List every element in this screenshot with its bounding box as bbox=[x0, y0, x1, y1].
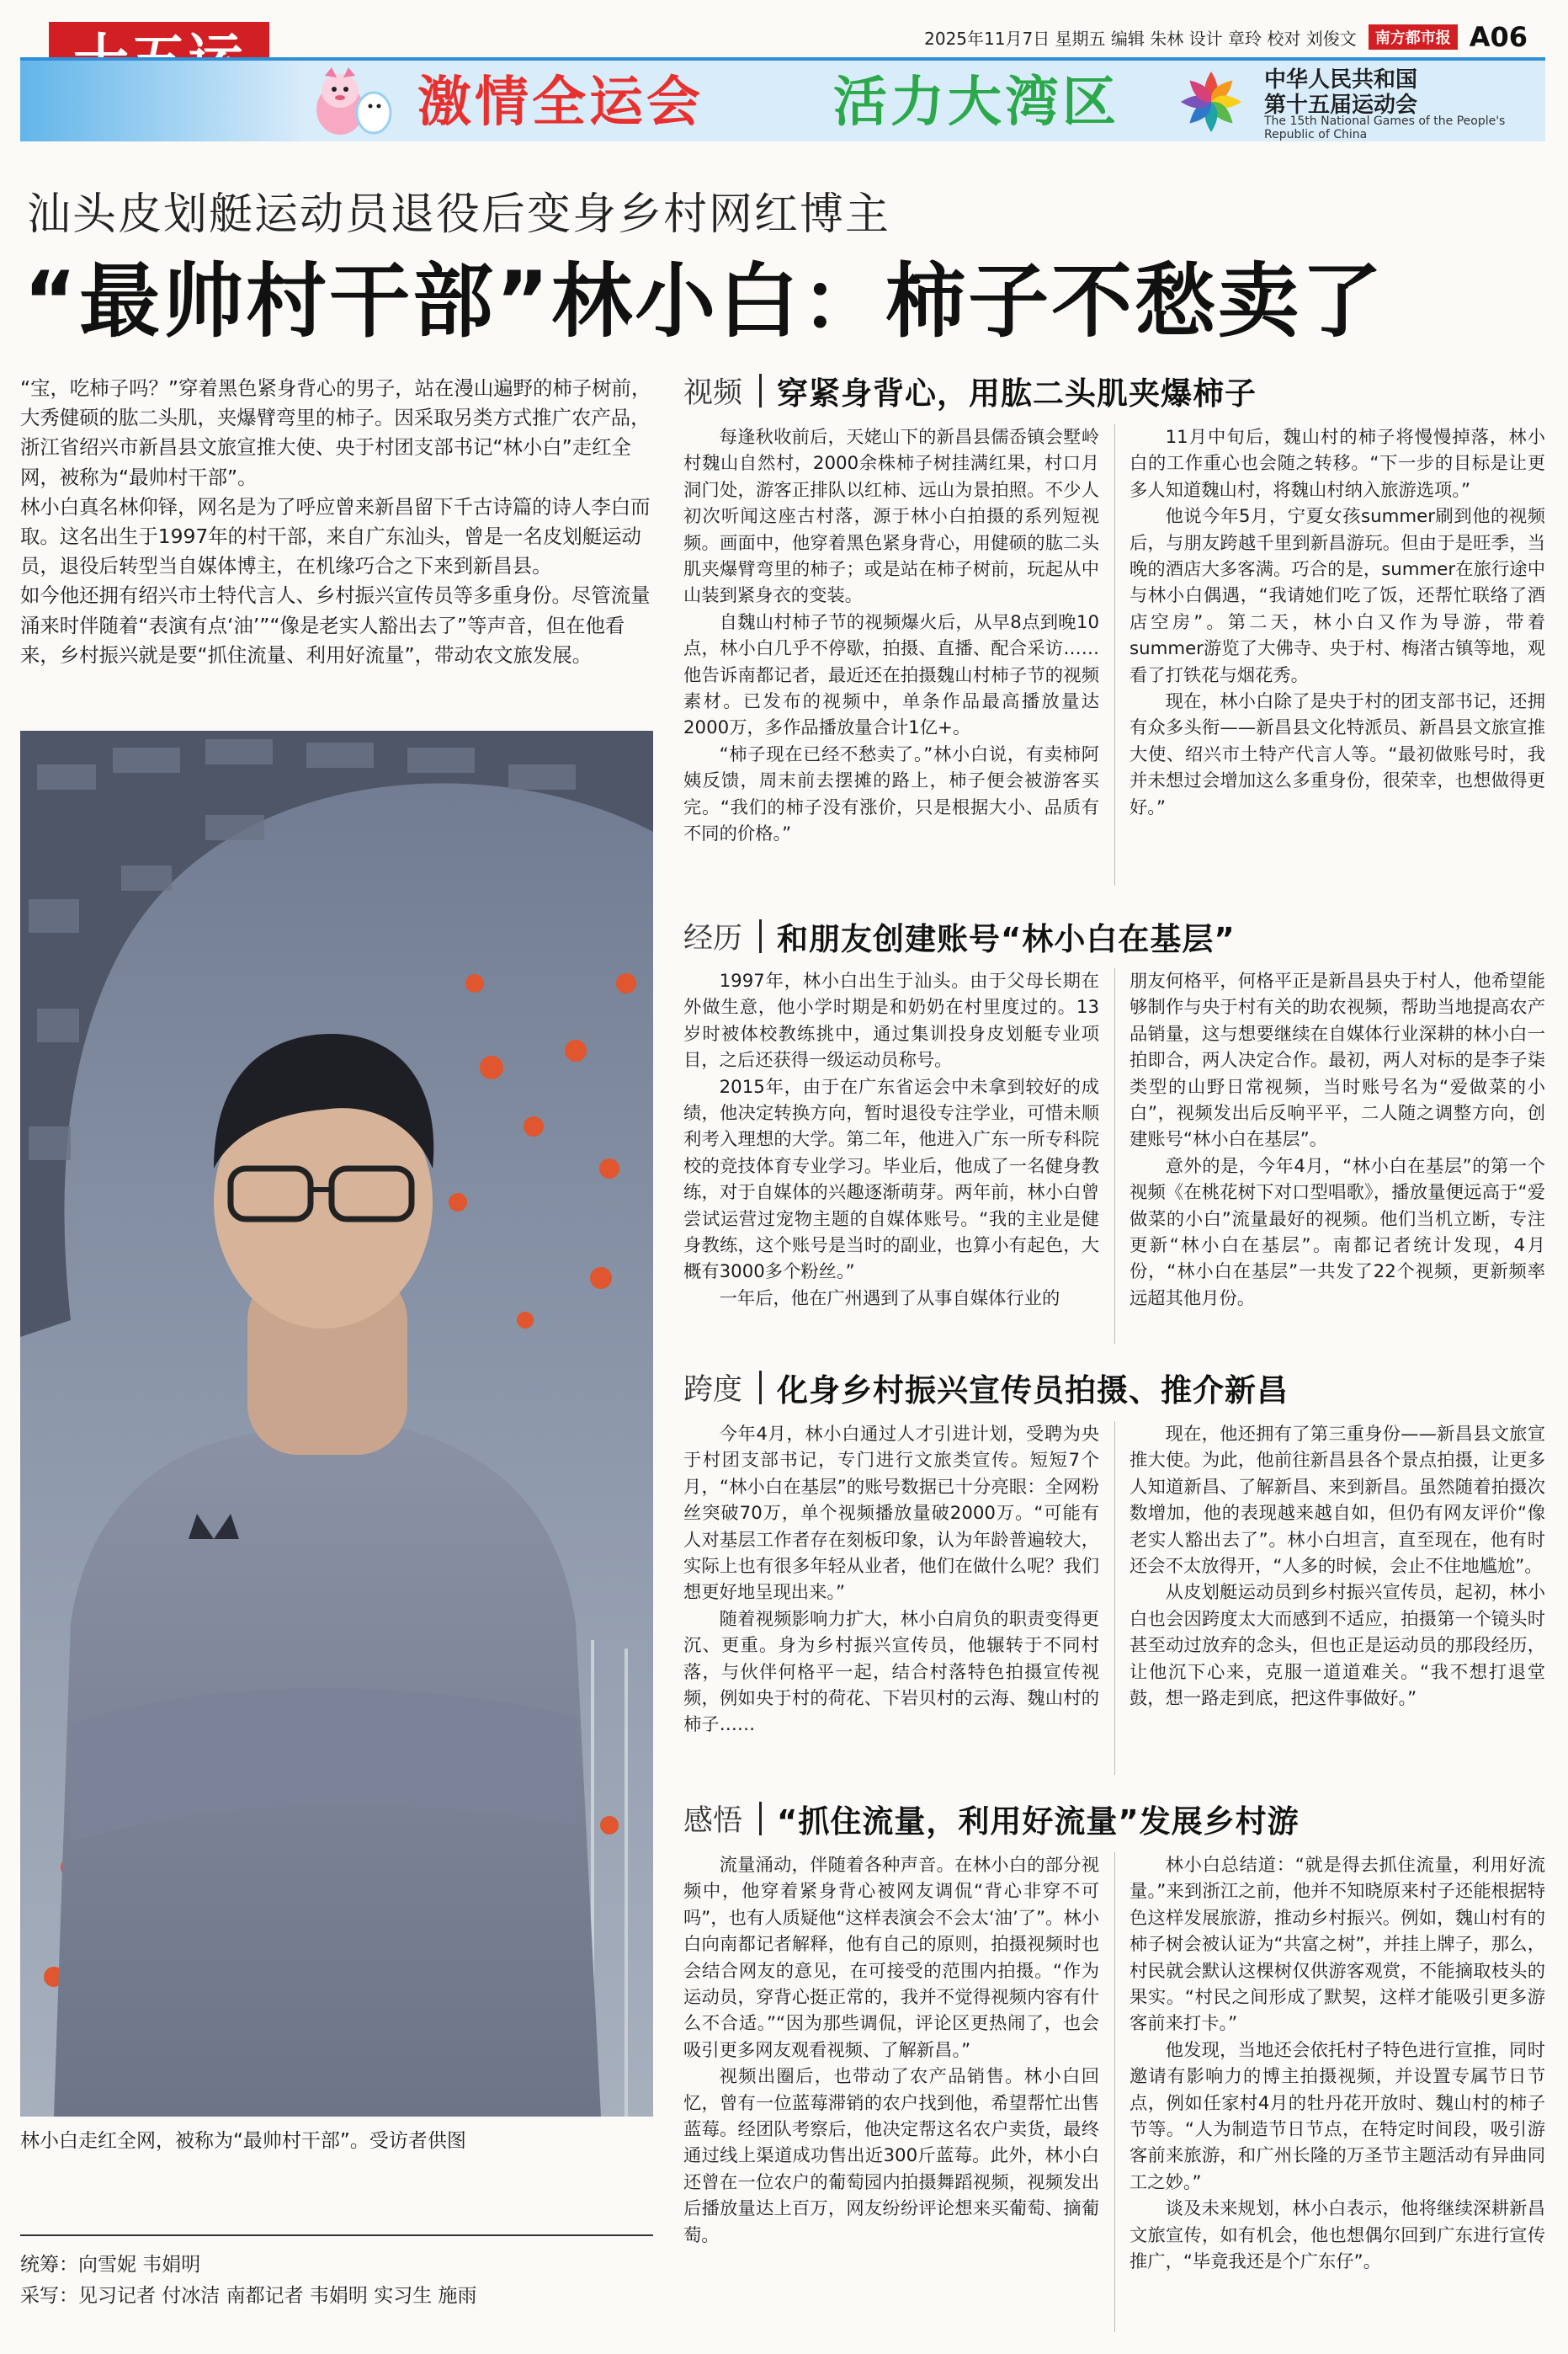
body-paragraph: 2015年，由于在广东省运会中未拿到较好的成绩，他决定转换方向，暂时退役专注学业，可惜未顺利考入理想的大学。第二年，他进入广东一所专科院校的竞技体育专业学习。毕业后，他成了一名健身教练，对于自媒体的兴趣逐渐萌芽。两年前，林小白曾尝试运营过宠物主题的自媒体账号。“我的主业是健身教练，这个账号是当时的副业，也算小有起色，大概有3000多个粉丝。” bbox=[683, 1076, 1099, 1283]
lead-paragraph: 如今他还拥有绍兴市土特代言人、乡村振兴宣传员等多重身份。尽管流量涌来时伴随着“表演有点‘油’”“像是老实人豁出去了”等声音，但在他看来，乡村振兴就是要“抓住流量、利用好流量”，带动农文旅发展。 bbox=[20, 583, 651, 667]
section-heading bbox=[683, 367, 1257, 414]
body-paragraph: 从皮划艇运动员到乡村振兴宣传员，起初，林小白也会因跨度太大而感到不适应，拍摄第一个镜头时甚至动过放弃的念头，但也正是运动员的那段经历，让他沉下心来，克服一道道难关。“我不想打退堂鼓，想一路走到底，把这件事做好。” bbox=[1129, 1582, 1545, 1710]
article-credits bbox=[20, 2250, 477, 2312]
body-paragraph: 现在，他还拥有了第三重身份——新昌县文旅宣推大使。为此，他前往新昌县各个景点拍摄，让更多人知道新昌、了解新昌、来到新昌。虽然随着拍摄次数增加，他的表现越来越自如，但仍有网友评价“像老实人豁出去了”。林小白坦言，直至现在，他有时还会不太放得开，“人多的时候，会止不住地尴尬”。 bbox=[1129, 1424, 1545, 1578]
section-divider bbox=[759, 919, 762, 953]
photo-caption: 林小白走红全网，被称为“最帅村干部”。受访者供图 bbox=[20, 2130, 466, 2152]
body-paragraph: 一年后，他在广州遇到了从事自媒体行业的 bbox=[719, 1287, 1060, 1309]
page-number: A06 bbox=[1469, 21, 1528, 53]
credit-line: 统筹：向雪妮 韦娟明 bbox=[20, 2254, 201, 2276]
body-paragraph: 现在，林小白除了是央于村的团支部书记，还拥有众多头衔——新昌县文化特派员、新昌县文旅宣推大使、绍兴市土特产代言人等。“最初做账号时，我并未想过会增加这么多重身份，很荣幸，也想做得更好。” bbox=[1129, 691, 1545, 818]
column-divider bbox=[1114, 1421, 1115, 1775]
article-headline: “最帅村干部”林小白：柿子不愁卖了 bbox=[24, 254, 1385, 349]
newspaper-name: 南方都市报 bbox=[1369, 24, 1458, 50]
mascot-icon bbox=[306, 66, 399, 140]
column-divider bbox=[1114, 968, 1115, 1344]
national-games-emblem-icon bbox=[1175, 66, 1247, 138]
article-lead bbox=[20, 374, 660, 670]
section-tag: 感悟 bbox=[683, 1804, 743, 1838]
masthead-meta bbox=[924, 20, 1528, 54]
body-paragraph: 自魏山村柿子节的视频爆火后，从早8点到晚10点，林小白几乎不停歇，拍摄、直播、配合采访……他告诉南都记者，最近还在拍摄魏山村柿子节的视频素材。已发布的视频中，单条作品最高播放量达2000万，多作品播放量合计1亿+。 bbox=[683, 611, 1099, 739]
banner-gradient bbox=[20, 61, 306, 141]
section-tag: 视频 bbox=[683, 376, 743, 410]
body-paragraph: “柿子现在已经不愁卖了。”林小白说，有卖柿阿姨反馈，周末前去摆摊的路上，柿子便会被游客买完。“我们的柿子没有涨价，只是根据大小、品质有不同的价格。” bbox=[683, 743, 1099, 845]
section-heading bbox=[683, 1364, 1289, 1411]
games-name-cn-line1: 中华人民共和国 bbox=[1264, 67, 1418, 93]
section-heading bbox=[683, 1795, 1300, 1842]
section-title: “抓住流量，利用好流量”发展乡村游 bbox=[777, 1803, 1300, 1840]
section-title: 化身乡村振兴宣传员拍摄、推介新昌 bbox=[777, 1372, 1289, 1409]
body-paragraph: 朋友何格平，何格平正是新昌县央于村人，他希望能够制作与央于村有关的助农视频，帮助当地提高农产品销量，这与想要继续在自媒体行业深耕的林小白一拍即合，两人决定合作。最初，两人对标的是李子柒类型的山野日常视频，当时账号名为“爱做菜的小白”，视频发出后反响平平，二人随之调整方向，创建账号“林小白在基层”。 bbox=[1129, 971, 1545, 1151]
lead-paragraph: 林小白真名林仰铎，网名是为了呼应曾来新昌留下千古诗篇的诗人李白而取。这名出生于1997年的村干部，来自广东汕头，曾是一名皮划艇运动员，退役后转型当自媒体博主，在机缘巧合之下来到新昌县。 bbox=[20, 494, 651, 578]
body-paragraph: 每逢秋收前后，天姥山下的新昌县儒岙镇会墅岭村魏山自然村，2000余株柿子树挂满红果，村口月洞门处，游客正排队以红柿、远山为景拍照。不少人初次听闻这座古村落，源于林小白拍摄的系列短视频。画面中，他穿着黑色紧身背心，用健硕的肱二头肌夹爆臂弯里的柿子；或是站在柿子树前，玩起从中山装到紧身衣的变装。 bbox=[683, 427, 1099, 607]
portrait-photo bbox=[20, 731, 653, 2117]
games-name-cn bbox=[1264, 67, 1417, 118]
section-column-right bbox=[1129, 1421, 1545, 1775]
slogan-left: 激情全运会 bbox=[417, 72, 704, 134]
body-paragraph: 11月中旬后，魏山村的柿子将慢慢掉落，林小白的工作重心也会随之转移。“下一步的目标是让更多人知道魏山村，将魏山村纳入旅游选项。” bbox=[1129, 427, 1545, 501]
section-divider bbox=[759, 1371, 762, 1404]
body-paragraph: 随着视频影响力扩大，林小白肩负的职责变得更沉、更重。身为乡村振兴宣传员，他辗转于不同村落，与伙伴何格平一起，结合村落特色拍摄宣传视频，例如央于村的荷花、下岩贝村的云海、魏山村的柿子…… bbox=[683, 1608, 1099, 1736]
section-column-left bbox=[683, 1421, 1099, 1775]
section-divider bbox=[759, 1802, 762, 1835]
body-paragraph: 视频出圈后，也带动了农产品销售。林小白回忆，曾有一位蓝莓滞销的农户找到他，希望帮忙出售蓝莓。经团队考察后，他决定帮这名农户卖货，最终通过线上渠道成功售出近300斤蓝莓。此外，林小白还曾在一位农户的葡萄园内拍摄舞蹈视频，视频发出后播放量达上百万，网友纷纷评论想来买葡萄、摘葡萄。 bbox=[683, 2066, 1099, 2246]
date-line: 2025年11月7日 星期五 编辑 朱林 设计 章玲 校对 刘俊文 bbox=[924, 28, 1357, 49]
section-column-right bbox=[1129, 424, 1545, 886]
section-title: 和朋友创建账号“林小白在基层” bbox=[777, 921, 1236, 957]
section-tag: 经历 bbox=[683, 922, 743, 956]
body-paragraph: 意外的是，今年4月，“林小白在基层”的第一个视频《在桃花树下对口型唱歌》，播放量便远高于“爱做菜的小白”流量最好的视频。他们当机立断，专注更新“林小白在基层”。南都记者统计发现，4月份，“林小白在基层”一共发了22个视频，更新频率远超其他月份。 bbox=[1129, 1155, 1545, 1309]
games-name-cn-line2: 第十五届运动会 bbox=[1264, 93, 1418, 118]
section-heading bbox=[683, 913, 1236, 960]
column-divider bbox=[1114, 1852, 1115, 2332]
lead-paragraph: “宝，吃柿子吗？”穿着黑色紧身背心的男子，站在漫山遍野的柿子树前，大秀健硕的肱二头肌，夹爆臂弯里的柿子。因采取另类方式推广农产品，浙江省绍兴市新昌县文旅宣推大使、央于村团支部书记“林小白”走红全网，被称为“最帅村干部”。 bbox=[20, 376, 651, 489]
body-paragraph: 谈及未来规划，林小白表示，他将继续深耕新昌文旅宣传，如有机会，他也想偶尔回到广东进行宣传推广，“毕竟我还是个广东仔”。 bbox=[1129, 2198, 1545, 2273]
body-paragraph: 他发现，当地还会依托村子特色进行宣推，同时邀请有影响力的博主拍摄视频，并设置专属节日节点，例如任家村4月的牡丹花开放时、魏山村的柿子节等。“人为制造节日节点，在特定时间段，吸引游客前来旅游，和广州长隆的万圣节主题活动有异曲同工之妙。” bbox=[1129, 2039, 1545, 2193]
body-paragraph: 林小白总结道：“就是得去抓住流量，利用好流量。”来到浙江之前，他并不知晓原来村子还能根据特色这样发展旅游，推动乡村振兴。例如，魏山村有的柿子树会被认证为“共富之树”，并挂上牌子，那么，村民就会默认这棵树仅供游客观赏，不能摘取枝头的果实。“村民之间形成了默契，这样才能吸引更多游客前来打卡。” bbox=[1129, 1855, 1545, 2035]
slogan-right: 活力大湾区 bbox=[833, 72, 1119, 134]
credits-divider bbox=[20, 2234, 653, 2236]
games-name-en: The 15th National Games of the People's Republic of China bbox=[1264, 115, 1506, 141]
section-tag: 跨度 bbox=[683, 1373, 743, 1407]
body-paragraph: 他说今年5月，宁夏女孩summer刷到他的视频后，与朋友跨越千里到新昌游玩。但由于是旺季，当晚的酒店大多客满。巧合的是，summer在旅行途中与林小白偶遇，“我请她们吃了饭，还帮忙联络了酒店空房”。第二天，林小白又作为导游，带着summer游览了大佛寺、央于村、梅渚古镇等地，观看了打铁花与烟花秀。 bbox=[1129, 506, 1545, 686]
section-title: 穿紧身背心，用肱二头肌夹爆柿子 bbox=[777, 375, 1257, 412]
body-paragraph: 今年4月，林小白通过人才引进计划，受聘为央于村团支部书记，专门进行文旅类宣传。短短7个月，“林小白在基层”的账号数据已十分亮眼：全网粉丝突破70万，单个视频播放量破2000万。“可能有人对基层工作者存在刻板印象，认为年龄普遍较大，实际上也有很多年轻从业者，他们在做什么呢？我们想更好地呈现出来。” bbox=[683, 1424, 1099, 1604]
column-divider bbox=[1114, 424, 1115, 886]
section-column-left bbox=[683, 1852, 1099, 2332]
section-divider bbox=[759, 374, 762, 407]
section-column-left bbox=[683, 968, 1099, 1344]
section-column-left bbox=[683, 424, 1099, 886]
credit-line: 采写：见习记者 付冰洁 南都记者 韦娟明 实习生 施雨 bbox=[20, 2285, 477, 2307]
body-paragraph: 流量涌动，伴随着各种声音。在林小白的部分视频中，他穿着紧身背心被网友调侃“背心非穿不可吗”，也有人质疑他“这样表演会不会太‘油’了”。林小白向南都记者解释，他有自己的原则，拍摄视频时也会结合网友的意见，在可接受的范围内拍摄。“作为运动员，穿背心挺正常的，我并不觉得视频内容有什么不合适。”“因为那些调侃，评论区更热闹了，也会吸引更多网友观看视频、了解新昌。” bbox=[683, 1855, 1099, 2061]
games-banner bbox=[20, 57, 1545, 141]
section-column-right bbox=[1129, 968, 1545, 1344]
article-kicker: 汕头皮划艇运动员退役后变身乡村网红博主 bbox=[27, 189, 891, 240]
section-column-right bbox=[1129, 1852, 1545, 2332]
body-paragraph: 1997年，林小白出生于汕头。由于父母长期在外做生意，他小学时期是和奶奶在村里度过的。13岁时被体校教练挑中，通过集训投身皮划艇专业项目，之后还获得一级运动员称号。 bbox=[683, 971, 1099, 1072]
